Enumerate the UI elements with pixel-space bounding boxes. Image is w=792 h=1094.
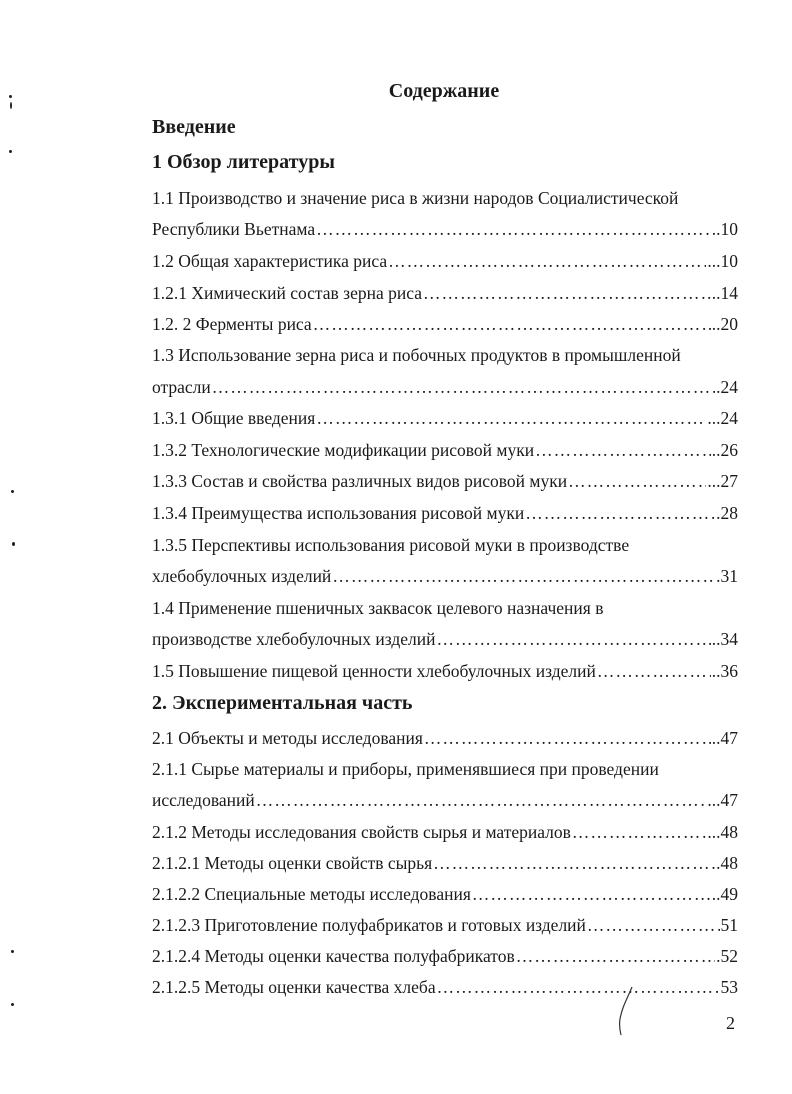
toc-entry-2-1-2-3	[152, 915, 738, 936]
scan-speck	[9, 95, 12, 98]
intro-heading: Введение	[152, 116, 236, 138]
section-2-heading: 2. Экспериментальная часть	[152, 692, 413, 714]
dot-leader	[572, 822, 706, 843]
dot-leader	[568, 471, 706, 492]
toc-entry-text: исследований	[152, 790, 255, 810]
scan-speck	[12, 542, 15, 546]
toc-entry-text: производстве хлебобулочных изделий	[152, 629, 436, 649]
toc-entry-text: 1.2 Общая характеристика риса	[152, 251, 388, 271]
toc-entry-text: 1.3.4 Преимущества использования рисовой муки	[152, 503, 525, 523]
toc-entry-1-3-5-line1: 1.3.5 Перспективы использования рисовой муки в производстве	[152, 535, 630, 555]
toc-entry-1-2	[152, 251, 738, 272]
toc-page-number: ...48	[707, 822, 738, 842]
toc-page-number: ...47	[707, 790, 738, 810]
scan-speck	[11, 490, 14, 493]
dot-leader	[433, 853, 715, 874]
toc-entry-1-2-1	[152, 283, 738, 304]
dot-leader	[332, 566, 715, 587]
dot-leader	[597, 661, 711, 682]
toc-entry-text: отрасли	[152, 377, 211, 397]
page-title: Содержание	[388, 80, 500, 102]
dot-leader	[388, 251, 706, 272]
toc-entry-text: 2.1.2.3 Приготовление полуфабрикатов и готовых изделий	[152, 915, 586, 935]
toc-entry-1-5	[152, 661, 738, 682]
toc-page-number: ..26	[711, 440, 738, 460]
toc-page-number: .24	[716, 377, 738, 397]
toc-entry-1-1-line1: 1.1 Производство и значение риса в жизни народов Социалистической	[152, 188, 679, 208]
toc-entry-1-1	[152, 219, 738, 240]
scan-speck	[11, 1003, 14, 1006]
toc-page-number: .31	[716, 566, 738, 586]
toc-entry-text: 2.1.2 Методы исследования свойств сырья и материалов	[152, 822, 571, 842]
scan-speck	[10, 102, 12, 109]
toc-entry-2-1-2-5	[152, 977, 738, 998]
toc-page-number: .28	[716, 503, 738, 523]
toc-entry-2-1-1	[152, 790, 738, 811]
toc-entry-1-3-1	[152, 408, 738, 429]
section-1-heading: 1 Обзор литературы	[152, 151, 335, 173]
dot-leader	[212, 377, 715, 398]
dot-leader	[587, 915, 720, 936]
toc-entry-text: хлебобулочных изделий	[152, 566, 332, 586]
pen-mark-icon	[612, 985, 638, 1037]
dot-leader	[472, 884, 711, 905]
dot-leader	[256, 790, 707, 811]
dot-leader	[436, 629, 710, 650]
toc-entry-2-1-2-4	[152, 946, 738, 967]
toc-entry-1-4	[152, 629, 738, 650]
toc-page-number: ..10	[711, 219, 738, 239]
toc-entry-text: 1.2. 2 Ферменты риса	[152, 314, 312, 334]
dot-leader	[316, 408, 706, 429]
toc-entry-2-1	[152, 728, 738, 749]
toc-entry-text: 1.3.2 Технологические модификации рисовой муки	[152, 440, 535, 460]
toc-entry-text: 1.5 Повышение пищевой ценности хлебобулочных изделий	[152, 661, 596, 681]
toc-entry-2-1-1-line1: 2.1.1 Сырье материалы и приборы, применявшиеся при проведении	[152, 759, 659, 779]
toc-page-number: ..36	[711, 661, 738, 681]
toc-page-number: .48	[716, 853, 738, 873]
dot-leader	[313, 314, 711, 335]
toc-entry-1-3-line1: 1.3 Использование зерна риса и побочных продуктов в промышленной	[152, 345, 681, 365]
toc-entry-1-3	[152, 377, 738, 398]
toc-page-number: ...27	[707, 471, 738, 491]
scan-speck	[11, 950, 14, 953]
dot-leader	[437, 977, 720, 998]
toc-page-number: ..49	[711, 884, 738, 904]
dot-leader	[423, 283, 711, 304]
toc-entry-1-3-4	[152, 503, 738, 524]
dot-leader	[535, 440, 711, 461]
toc-entry-1-3-5	[152, 566, 738, 587]
toc-page-number: ...24	[707, 408, 738, 428]
toc-entry-2-1-2-2	[152, 884, 738, 905]
toc-entry-text: 1.3.3 Состав и свойства различных видов рисовой муки	[152, 471, 568, 491]
toc-entry-1-4-line1: 1.4 Применение пшеничных заквасок целевого назначения в	[152, 598, 604, 618]
toc-entry-1-3-2	[152, 440, 738, 461]
toc-entry-1-2-2	[152, 314, 738, 335]
toc-page-number: ..34	[711, 629, 738, 649]
page-number: 2	[726, 1013, 735, 1033]
toc-entry-text: Республики Вьетнама	[152, 219, 316, 239]
toc-page-number: ..14	[711, 283, 738, 303]
toc-entry-1-3-3	[152, 471, 738, 492]
toc-page-number: 53	[720, 977, 738, 997]
dot-leader	[516, 946, 715, 967]
toc-page-number: ..20	[711, 314, 738, 334]
dot-leader	[316, 219, 711, 240]
dot-leader	[424, 728, 711, 749]
toc-entry-text: 2.1.2.1 Методы оценки свойств сырья	[152, 853, 433, 873]
toc-entry-text: 2.1.2.5 Методы оценки качества хлеба	[152, 977, 436, 997]
toc-page-number: 51	[720, 915, 738, 935]
toc-entry-text: 2.1.2.4 Методы оценки качества полуфабрикатов	[152, 946, 515, 966]
toc-page-number: ..47	[711, 728, 738, 748]
scan-speck	[9, 150, 12, 153]
dot-leader	[525, 503, 715, 524]
toc-entry-2-1-2	[152, 822, 738, 843]
toc-page-number: ...10	[707, 251, 738, 271]
toc-page-number: .52	[716, 946, 738, 966]
toc-entry-text: 2.1 Объекты и методы исследования	[152, 728, 423, 748]
toc-entry-2-1-2-1	[152, 853, 738, 874]
toc-entry-text: 2.1.2.2 Специальные методы исследования	[152, 884, 471, 904]
toc-entry-text: 1.2.1 Химический состав зерна риса	[152, 283, 422, 303]
toc-entry-text: 1.3.1 Общие введения	[152, 408, 316, 428]
